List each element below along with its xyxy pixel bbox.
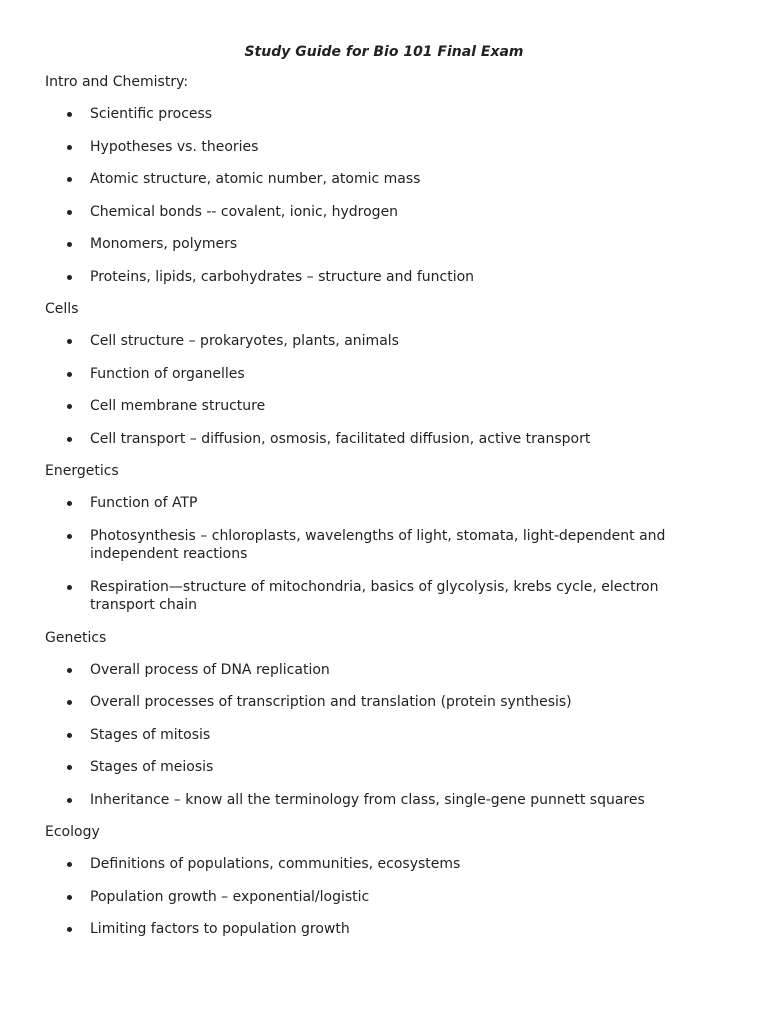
list-item: Limiting factors to population growth: [45, 920, 722, 939]
section-intro-chemistry: [45, 73, 735, 286]
section-heading: Genetics: [45, 629, 107, 646]
list-item: Overall process of DNA replication: [45, 661, 722, 680]
section-heading: Energetics: [45, 463, 119, 479]
list-item: Hypotheses vs. theories: [45, 138, 722, 157]
list-item: Function of organelles: [45, 365, 722, 384]
list-item: Proteins, lipids, carbohydrates – structure and function: [45, 268, 722, 287]
list-item: Function of ATP: [45, 494, 722, 513]
document-body: [45, 73, 735, 953]
list-item: Stages of mitosis: [45, 726, 722, 745]
section-heading: Cells: [45, 301, 79, 317]
list-item: Inheritance – know all the terminology from class, single-gene punnett squares: [45, 791, 722, 810]
list-item: Scientific process: [45, 105, 722, 124]
list-item: Cell membrane structure: [45, 397, 722, 416]
section-heading: Intro and Chemistry:: [45, 74, 189, 90]
bullet-list: [45, 105, 735, 286]
list-item: Overall processes of transcription and translation (protein synthesis): [45, 693, 722, 712]
list-item: Atomic structure, atomic number, atomic mass: [45, 170, 722, 189]
list-item: Cell structure – prokaryotes, plants, animals: [45, 332, 722, 351]
list-item: Photosynthesis – chloroplasts, wavelengths of light, stomata, light-dependent and independent reactions: [45, 527, 722, 564]
list-item: Chemical bonds -- covalent, ionic, hydrogen: [45, 203, 722, 222]
list-item: Definitions of populations, communities, ecosystems: [45, 855, 722, 874]
bullet-list: [45, 855, 735, 939]
section-heading: Ecology: [45, 824, 100, 840]
list-item: Cell transport – diffusion, osmosis, facilitated diffusion, active transport: [45, 430, 722, 449]
list-item: Monomers, polymers: [45, 235, 722, 254]
list-item: Stages of meiosis: [45, 758, 722, 777]
bullet-list: [45, 332, 735, 448]
bullet-list: [45, 494, 735, 615]
document-title: Study Guide for Bio 101 Final Exam: [244, 44, 524, 60]
section-genetics: [45, 629, 735, 810]
list-item: Population growth – exponential/logistic: [45, 888, 722, 907]
section-cells: [45, 300, 735, 448]
bullet-list: [45, 661, 735, 810]
section-ecology: [45, 823, 735, 939]
list-item: Respiration—structure of mitochondria, basics of glycolysis, krebs cycle, electron transport chain: [45, 578, 722, 615]
section-energetics: [45, 462, 735, 615]
